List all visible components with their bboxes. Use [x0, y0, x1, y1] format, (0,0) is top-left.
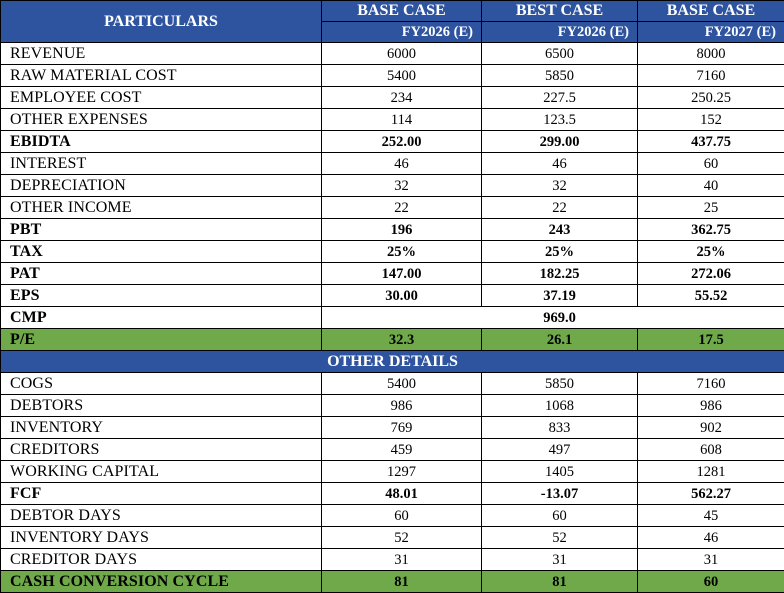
- row-value: 5400: [322, 65, 482, 87]
- row-label: INTEREST: [1, 153, 322, 175]
- col1-case-header: BASE CASE: [322, 1, 482, 22]
- row-value: -13.07: [482, 483, 638, 505]
- table-row: [1, 285, 784, 307]
- row-label: DEBTOR DAYS: [1, 505, 322, 527]
- table-row: [1, 87, 784, 109]
- row-value: 227.5: [482, 87, 638, 109]
- row-value: 5400: [322, 373, 482, 395]
- row-value: 6000: [322, 43, 482, 65]
- col3-year-header: FY2027 (E): [638, 22, 784, 43]
- table-row: [1, 483, 784, 505]
- row-label: DEBTORS: [1, 395, 322, 417]
- cmp-row: [1, 307, 784, 329]
- row-value: 25%: [638, 241, 784, 263]
- row-value: 48.01: [322, 483, 482, 505]
- row-label: DEPRECIATION: [1, 175, 322, 197]
- row-label: INVENTORY DAYS: [1, 527, 322, 549]
- row-label: PAT: [1, 263, 322, 285]
- other-details-rows: [1, 373, 784, 571]
- table-row: [1, 263, 784, 285]
- row-value: 182.25: [482, 263, 638, 285]
- row-value: 6500: [482, 43, 638, 65]
- col3-case-header: BASE CASE: [638, 1, 784, 22]
- row-value: 22: [322, 197, 482, 219]
- row-value: 459: [322, 439, 482, 461]
- row-label: TAX: [1, 241, 322, 263]
- table-row: [1, 241, 784, 263]
- table-row: [1, 417, 784, 439]
- row-value: 55.52: [638, 285, 784, 307]
- row-label: CREDITOR DAYS: [1, 549, 322, 571]
- row-label: EMPLOYEE COST: [1, 87, 322, 109]
- row-value: 243: [482, 219, 638, 241]
- table-row: [1, 219, 784, 241]
- row-value: 45: [638, 505, 784, 527]
- row-value: 272.06: [638, 263, 784, 285]
- row-value: 1068: [482, 395, 638, 417]
- row-value: 31: [322, 549, 482, 571]
- row-value: 46: [322, 153, 482, 175]
- pe-value: 32.3: [322, 329, 482, 351]
- row-value: 60: [638, 153, 784, 175]
- row-value: 46: [482, 153, 638, 175]
- ccc-value: 81: [322, 571, 482, 593]
- particulars-header: PARTICULARS: [1, 1, 322, 43]
- row-value: 40: [638, 175, 784, 197]
- row-value: 25: [638, 197, 784, 219]
- row-value: 8000: [638, 43, 784, 65]
- row-value: 31: [482, 549, 638, 571]
- row-value: 30.00: [322, 285, 482, 307]
- row-value: 234: [322, 87, 482, 109]
- row-label: RAW MATERIAL COST: [1, 65, 322, 87]
- row-value: 250.25: [638, 87, 784, 109]
- pe-value: 26.1: [482, 329, 638, 351]
- row-value: 562.27: [638, 483, 784, 505]
- row-value: 60: [482, 505, 638, 527]
- other-details-header: OTHER DETAILS: [1, 351, 784, 373]
- pe-label: P/E: [1, 329, 322, 351]
- row-value: 60: [322, 505, 482, 527]
- col2-year-header: FY2026 (E): [482, 22, 638, 43]
- cmp-value: 969.0: [482, 307, 638, 329]
- table-row: [1, 395, 784, 417]
- row-value: 32: [322, 175, 482, 197]
- row-value: 123.5: [482, 109, 638, 131]
- income-statement-rows: [1, 43, 784, 307]
- row-value: 37.19: [482, 285, 638, 307]
- row-value: 437.75: [638, 131, 784, 153]
- row-value: 608: [638, 439, 784, 461]
- col1-year-header: FY2026 (E): [322, 22, 482, 43]
- table-row: [1, 527, 784, 549]
- row-value: 114: [322, 109, 482, 131]
- row-value: 1281: [638, 461, 784, 483]
- row-value: 25%: [482, 241, 638, 263]
- row-value: 986: [322, 395, 482, 417]
- table-row: [1, 43, 784, 65]
- row-label: EBIDTA: [1, 131, 322, 153]
- cmp-empty-cell: [322, 307, 482, 329]
- row-value: 902: [638, 417, 784, 439]
- ccc-value: 81: [482, 571, 638, 593]
- ccc-value: 60: [638, 571, 784, 593]
- row-value: 147.00: [322, 263, 482, 285]
- table-row: [1, 549, 784, 571]
- table-row: [1, 439, 784, 461]
- table-row: [1, 197, 784, 219]
- table-row: [1, 65, 784, 87]
- row-value: 5850: [482, 373, 638, 395]
- row-value: 5850: [482, 65, 638, 87]
- row-label: COGS: [1, 373, 322, 395]
- row-label: CREDITORS: [1, 439, 322, 461]
- table-row: [1, 373, 784, 395]
- row-value: 497: [482, 439, 638, 461]
- cmp-empty-cell: [638, 307, 784, 329]
- row-value: 7160: [638, 65, 784, 87]
- row-value: 833: [482, 417, 638, 439]
- row-value: 152: [638, 109, 784, 131]
- row-value: 22: [482, 197, 638, 219]
- table-row: [1, 175, 784, 197]
- row-value: 31: [638, 549, 784, 571]
- row-label: EPS: [1, 285, 322, 307]
- table-row: [1, 461, 784, 483]
- row-label: REVENUE: [1, 43, 322, 65]
- row-value: 196: [322, 219, 482, 241]
- pe-value: 17.5: [638, 329, 784, 351]
- row-value: 32: [482, 175, 638, 197]
- ccc-label: CASH CONVERSION CYCLE: [1, 571, 322, 593]
- row-value: 986: [638, 395, 784, 417]
- row-value: 25%: [322, 241, 482, 263]
- table-row: [1, 505, 784, 527]
- row-label: WORKING CAPITAL: [1, 461, 322, 483]
- row-value: 52: [482, 527, 638, 549]
- table-row: [1, 131, 784, 153]
- row-value: 769: [322, 417, 482, 439]
- row-value: 1405: [482, 461, 638, 483]
- row-value: 46: [638, 527, 784, 549]
- row-label: FCF: [1, 483, 322, 505]
- col2-case-header: BEST CASE: [482, 1, 638, 22]
- cmp-label: CMP: [1, 307, 322, 329]
- row-label: OTHER EXPENSES: [1, 109, 322, 131]
- table-row: [1, 153, 784, 175]
- row-value: 7160: [638, 373, 784, 395]
- row-label: INVENTORY: [1, 417, 322, 439]
- ccc-row: [1, 571, 784, 593]
- row-value: 52: [322, 527, 482, 549]
- row-label: PBT: [1, 219, 322, 241]
- row-value: 252.00: [322, 131, 482, 153]
- row-value: 1297: [322, 461, 482, 483]
- row-value: 299.00: [482, 131, 638, 153]
- table-row: [1, 109, 784, 131]
- pe-row: [1, 329, 784, 351]
- row-value: 362.75: [638, 219, 784, 241]
- other-details-section-row: [1, 351, 784, 373]
- row-label: OTHER INCOME: [1, 197, 322, 219]
